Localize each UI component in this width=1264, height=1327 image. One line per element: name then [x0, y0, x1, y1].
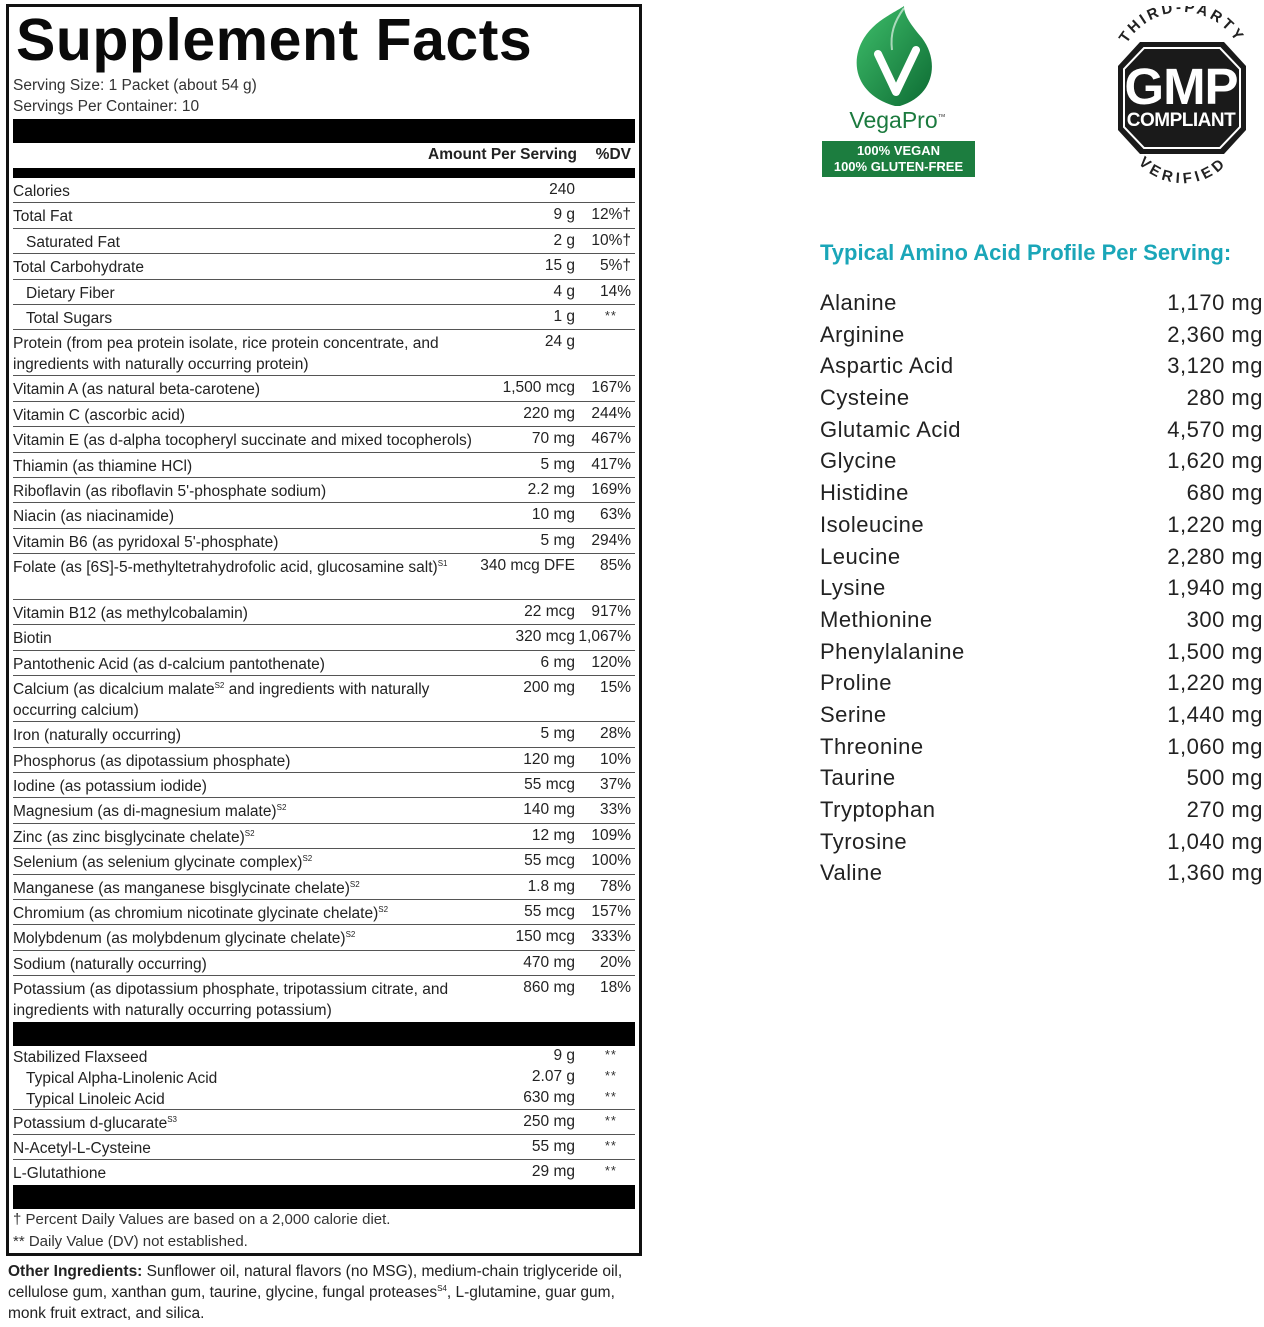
nutrient-label: Manganese (as manganese bisglycinate chelate)$^{S2}$ — [13, 879, 360, 897]
amino-value: 1,040 mg — [1167, 828, 1263, 854]
blend-amount: 630 mg — [523, 1089, 575, 1107]
nutrient-amount: 320 mcg — [515, 628, 575, 646]
nutrient-amount: 4 g — [553, 282, 575, 300]
amino-value: 300 mg — [1186, 606, 1263, 632]
footnote-dv-not-established: ** Daily Value (DV) not established. — [13, 1233, 248, 1251]
nutrient-label: Total Carbohydrate — [13, 259, 144, 277]
nutrient-label: Protein (from pea protein isolate, rice protein concentrate, and ingredients with naturally occurring protein) — [13, 335, 439, 374]
blend-rows — [13, 1046, 635, 1185]
nutrient-row — [13, 875, 635, 900]
footnote-marker: S2 — [302, 854, 313, 864]
vegapro-wordmark: VegaPro™ — [849, 107, 946, 133]
amino-value: 3,120 mg — [1167, 353, 1263, 379]
blend-amount: 9 g — [553, 1047, 575, 1065]
nutrient-dv: 169% — [591, 480, 631, 498]
nutrient-amount: 5 mg — [540, 531, 575, 549]
amino-row — [820, 829, 1263, 861]
blend-dv: ** — [604, 1138, 617, 1154]
blend-row — [13, 1046, 635, 1067]
amino-row — [820, 734, 1263, 766]
nutrient-label: Vitamin E (as d-alpha tocopheryl succinate and mixed tocopherols) — [13, 432, 472, 450]
blend-amount: 2.07 g — [531, 1068, 575, 1086]
nutrient-label: Pantothenic Acid (as d-calcium pantothenate) — [13, 655, 325, 673]
nutrient-amount: 12 mg — [531, 826, 575, 844]
nutrient-dv: 100% — [591, 852, 631, 870]
nutrient-amount: 220 mg — [523, 404, 575, 422]
nutrient-amount: 200 mg — [523, 679, 575, 697]
nutrient-row — [13, 305, 635, 330]
amino-row — [820, 417, 1263, 449]
nutrient-amount: 5 mg — [540, 725, 575, 743]
nutrient-dv: 78% — [599, 877, 631, 895]
amino-value: 680 mg — [1186, 480, 1263, 506]
nutrient-label: Total Sugars — [26, 309, 113, 327]
nutrient-amount: 15 g — [544, 257, 575, 275]
amino-row — [820, 860, 1263, 892]
nutrient-row — [13, 849, 635, 874]
other-ingredients-heading: Other Ingredients: — [8, 1263, 143, 1280]
amino-name: Histidine — [820, 480, 909, 506]
nutrient-amount: 860 mg — [523, 979, 575, 997]
nutrient-amount: 5 mg — [540, 455, 575, 473]
amino-value: 500 mg — [1186, 765, 1263, 791]
nutrient-row — [13, 722, 635, 747]
amino-name: Isoleucine — [820, 511, 925, 537]
nutrient-dv: 37% — [599, 776, 631, 794]
amino-value: 2,360 mg — [1167, 321, 1263, 347]
nutrient-dv: 15% — [599, 679, 631, 697]
amino-row — [820, 448, 1263, 480]
amino-value: 1,220 mg — [1167, 670, 1263, 696]
footnote-marker: S4 — [437, 1283, 447, 1293]
nutrient-row — [13, 178, 635, 203]
nutrient-dv: 333% — [591, 928, 631, 946]
amino-name: Methionine — [820, 606, 933, 632]
nutrient-dv: 20% — [599, 953, 631, 971]
nutrient-amount: 1 g — [553, 307, 575, 325]
amino-value: 4,570 mg — [1167, 416, 1263, 442]
dv-header: %DV — [595, 146, 631, 163]
nutrient-dv: ** — [604, 307, 617, 323]
blend-label: N-Acetyl-L-Cysteine — [13, 1140, 151, 1158]
other-ingredients-text: Sunflower oil, natural flavors (no MSG), medium-chain triglyceride oil, cellulose gum, xanthan gum, taurine, glycine, fungal proteases — [8, 1263, 623, 1301]
nutrient-amount: 9 g — [553, 206, 575, 224]
nutrient-dv: 12%† — [591, 206, 631, 224]
blend-amount: 29 mg — [531, 1163, 575, 1181]
blend-dv: ** — [604, 1068, 617, 1084]
gmp-text: GMP — [1124, 58, 1238, 115]
blend-amount: 250 mg — [523, 1113, 575, 1131]
nutrient-row — [13, 330, 635, 376]
nutrient-label: Zinc (as zinc bisglycinate chelate)$^{S2}$ — [13, 828, 255, 846]
nutrient-dv: 244% — [591, 404, 631, 422]
blend-row — [13, 1160, 635, 1185]
nutrient-label: Calcium (as dicalcium malate$^{S2}$ and ingredients with naturally occurring calcium) — [13, 681, 430, 720]
blend-label: L-Glutathione — [13, 1165, 107, 1183]
nutrient-row — [13, 651, 635, 676]
nutrient-dv: 85% — [599, 557, 631, 575]
amino-value: 1,360 mg — [1167, 860, 1263, 886]
nutrient-amount: 2 g — [553, 231, 575, 249]
nutrient-amount: 55 mcg — [524, 776, 575, 794]
nutrient-label: Iron (naturally occurring) — [13, 727, 181, 745]
other-blend-rows — [13, 1110, 635, 1185]
medium-divider — [13, 168, 635, 178]
other-ingredients-text-end: , L-glutamine, guar gum, monk fruit extract, and silica. — [8, 1284, 615, 1322]
nutrient-row — [13, 503, 635, 528]
nutrient-dv: 18% — [599, 979, 631, 997]
nutrient-dv: 417% — [591, 455, 631, 473]
nutrient-dv: 5%† — [599, 257, 631, 275]
nutrient-row — [13, 798, 635, 823]
nutrient-label: Biotin — [13, 630, 52, 648]
nutrient-dv: 10% — [599, 750, 631, 768]
flaxseed-group — [13, 1046, 635, 1110]
amino-row — [820, 607, 1263, 639]
nutrient-row — [13, 402, 635, 427]
nutrient-row — [13, 900, 635, 925]
nutrient-row — [13, 976, 635, 1022]
nutrient-amount: 22 mcg — [524, 603, 575, 621]
nutrient-label: Riboflavin (as riboflavin 5'-phosphate sodium) — [13, 482, 327, 500]
amino-name: Aspartic Acid — [820, 353, 954, 379]
blend-row — [13, 1067, 635, 1088]
nutrient-label: Vitamin B6 (as pyridoxal 5'-phosphate) — [13, 533, 279, 551]
footnote-marker: S2 — [214, 681, 225, 691]
amino-value: 1,620 mg — [1167, 448, 1263, 474]
amino-row — [820, 544, 1263, 576]
nutrient-label: Total Fat — [13, 208, 73, 226]
nutrient-amount: 6 mg — [540, 653, 575, 671]
footnote-marker: S2 — [276, 803, 287, 813]
nutrient-dv: 28% — [599, 725, 631, 743]
amino-name: Cysteine — [820, 385, 910, 411]
amino-profile-title: Typical Amino Acid Profile Per Serving: — [820, 240, 1232, 265]
nutrient-amount: 55 mcg — [524, 902, 575, 920]
nutrient-label: Niacin (as niacinamide) — [13, 508, 175, 526]
nutrient-amount: 1,500 mcg — [502, 379, 575, 397]
nutrient-label: Potassium (as dipotassium phosphate, tripotassium citrate, and ingredients with naturally occurring potassium) — [13, 981, 449, 1020]
amino-value: 1,940 mg — [1167, 575, 1263, 601]
blend-amount: 55 mg — [531, 1138, 575, 1156]
vegapro-logo — [820, 4, 975, 178]
nutrient-dv: 33% — [599, 801, 631, 819]
nutrient-dv: 167% — [591, 379, 631, 397]
amino-row — [820, 480, 1263, 512]
nutrient-amount: 150 mcg — [515, 928, 575, 946]
nutrient-row — [13, 925, 635, 950]
nutrient-label: Calories — [13, 183, 70, 200]
amino-name: Leucine — [820, 543, 901, 569]
blend-label: Typical Alpha-Linolenic Acid — [26, 1070, 218, 1088]
nutrient-amount: 1.8 mg — [527, 877, 575, 895]
nutrient-label: Molybdenum (as molybdenum glycinate chelate)$^{S2}$ — [13, 930, 356, 948]
nutrient-label: Magnesium (as di-magnesium malate)$^{S2}$ — [13, 803, 287, 821]
nutrient-label: Folate (as [6S]-5-methyltetrahydrofolic acid, glucosamine salt)$^{S1}$ — [13, 558, 448, 577]
gluten-free-line: 100% GLUTEN-FREE — [833, 159, 964, 174]
blend-row — [13, 1110, 635, 1135]
amino-profile-list — [820, 290, 1263, 892]
svg-text:VERIFIED: VERIFIED — [1135, 153, 1231, 184]
amino-value: 1,060 mg — [1167, 733, 1263, 759]
nutrient-amount: 70 mg — [531, 430, 575, 448]
blend-label: Potassium d-glucarate$^{S3}$ — [13, 1115, 178, 1133]
nutrient-label: Thiamin (as thiamine HCl) — [13, 457, 193, 475]
nutrient-label: Saturated Fat — [26, 233, 120, 251]
nutrient-dv: 157% — [591, 902, 631, 920]
servings-per-container: Servings Per Container: 10 — [13, 98, 200, 115]
nutrient-row — [13, 773, 635, 798]
gmp-seal — [1100, 6, 1262, 184]
amino-value: 1,500 mg — [1167, 638, 1263, 664]
amino-name: Alanine — [820, 290, 897, 315]
vegan-line: 100% VEGAN — [856, 143, 941, 158]
amino-value: 280 mg — [1186, 385, 1263, 411]
amino-name: Lysine — [820, 575, 886, 601]
amino-row — [820, 322, 1263, 354]
amino-name: Tyrosine — [820, 828, 908, 854]
nutrient-row — [13, 676, 635, 722]
blend-dv: ** — [604, 1089, 617, 1105]
nutrient-row — [13, 280, 635, 305]
footnote-marker: S2 — [345, 930, 356, 940]
nutrient-dv: 917% — [591, 603, 631, 621]
nutrient-dv: 109% — [591, 826, 631, 844]
nutrient-amount: 2.2 mg — [527, 480, 575, 498]
amino-name: Glutamic Acid — [820, 416, 961, 442]
nutrient-amount: 55 mcg — [524, 852, 575, 870]
nutrient-row — [13, 554, 635, 600]
serving-size: Serving Size: 1 Packet (about 54 g) — [13, 77, 257, 94]
amino-row — [820, 797, 1263, 829]
nutrient-row — [13, 229, 635, 254]
vegan-badge — [822, 141, 975, 177]
amino-name: Threonine — [820, 733, 924, 759]
blend-label: Typical Linoleic Acid — [26, 1091, 165, 1109]
nutrient-dv: 10%† — [591, 231, 631, 249]
nutrient-row — [13, 453, 635, 478]
nutrient-amount: 340 mcg DFE — [480, 557, 575, 575]
svg-text:THIRD-PARTY: THIRD-PARTY — [1115, 6, 1249, 47]
footnote-marker: S2 — [244, 828, 255, 838]
nutrient-amount: 120 mg — [523, 750, 575, 768]
nutrient-amount: 240 — [549, 181, 575, 198]
footnote-marker: S2 — [349, 879, 360, 889]
nutrient-label: Phosphorus (as dipotassium phosphate) — [13, 752, 291, 770]
amino-row — [820, 670, 1263, 702]
nutrient-row — [13, 254, 635, 279]
nutrient-label: Chromium (as chromium nicotinate glycinate chelate)$^{S2}$ — [13, 904, 389, 922]
footnote-marker: S1 — [437, 558, 448, 568]
nutrient-label: Vitamin A (as natural beta-carotene) — [13, 381, 260, 399]
amino-value: 2,280 mg — [1167, 543, 1263, 569]
amino-name: Phenylalanine — [820, 638, 965, 664]
amino-name: Proline — [820, 670, 892, 696]
amino-name: Arginine — [820, 321, 905, 347]
blend-dv: ** — [604, 1113, 617, 1129]
blend-label: Stabilized Flaxseed — [13, 1049, 148, 1067]
amino-value: 1,170 mg — [1167, 290, 1263, 315]
thick-divider — [13, 1022, 635, 1046]
other-ingredients — [8, 1261, 648, 1324]
amino-row — [820, 290, 1263, 322]
nutrient-label: Vitamin B12 (as methylcobalamin) — [13, 605, 248, 623]
nutrient-row — [13, 529, 635, 554]
nutrient-row — [13, 625, 635, 650]
nutrient-dv: 14% — [599, 282, 631, 300]
nutrient-row — [13, 824, 635, 849]
amino-row — [820, 385, 1263, 417]
nutrient-label: Dietary Fiber — [26, 284, 115, 302]
nutrient-amount: 10 mg — [531, 506, 575, 524]
footnote-marker: S2 — [378, 904, 389, 914]
column-header — [13, 143, 635, 168]
amino-name: Taurine — [820, 765, 896, 791]
compliant-text: COMPLIANT — [1126, 110, 1236, 131]
amino-row — [820, 702, 1263, 734]
amino-row — [820, 512, 1263, 544]
nutrient-dv: 63% — [599, 506, 631, 524]
nutrient-row — [13, 203, 635, 228]
nutrient-row — [13, 478, 635, 503]
amino-row — [820, 575, 1263, 607]
thick-divider — [13, 1185, 635, 1209]
nutrient-row — [13, 600, 635, 625]
nutrient-row — [13, 951, 635, 976]
facts-title: Supplement Facts — [16, 7, 533, 73]
amino-value: 1,220 mg — [1167, 511, 1263, 537]
amino-name: Valine — [820, 860, 883, 886]
nutrient-row — [13, 748, 635, 773]
amino-row — [820, 639, 1263, 671]
footnote-marker: S3 — [167, 1115, 178, 1124]
nutrient-rows — [13, 178, 635, 1022]
nutrient-dv: 1,067% — [578, 628, 631, 646]
amino-name: Serine — [820, 701, 887, 727]
nutrient-row — [13, 376, 635, 401]
supplement-facts-panel — [6, 4, 642, 1256]
nutrient-amount: 140 mg — [523, 801, 575, 819]
footnote-dv-basis: † Percent Daily Values are based on a 2,000 calorie diet. — [13, 1211, 391, 1229]
nutrient-dv: 294% — [591, 531, 631, 549]
nutrient-label: Sodium (naturally occurring) — [13, 955, 207, 973]
nutrient-amount: 470 mg — [523, 953, 575, 971]
nutrient-label: Vitamin C (ascorbic acid) — [13, 406, 185, 424]
amino-row — [820, 765, 1263, 797]
blend-row — [13, 1135, 635, 1160]
blend-dv: ** — [604, 1047, 617, 1063]
blend-dv: ** — [604, 1163, 617, 1179]
amount-per-serving-header: Amount Per Serving — [428, 146, 577, 163]
nutrient-label: Iodine (as potassium iodide) — [13, 778, 207, 796]
amino-row — [820, 353, 1263, 385]
nutrient-label: Selenium (as selenium glycinate complex)$^{S2}$ — [13, 854, 313, 872]
amino-value: 270 mg — [1186, 797, 1263, 822]
nutrient-dv: 120% — [591, 653, 631, 671]
nutrient-row — [13, 427, 635, 452]
nutrient-dv: 467% — [591, 430, 631, 448]
amino-value: 1,440 mg — [1167, 701, 1263, 727]
amino-name: Tryptophan — [820, 797, 936, 822]
leaf-icon — [820, 4, 975, 109]
blend-row — [13, 1088, 635, 1109]
nutrient-amount: 24 g — [544, 333, 575, 351]
thick-divider — [13, 119, 635, 143]
amino-name: Glycine — [820, 448, 897, 474]
